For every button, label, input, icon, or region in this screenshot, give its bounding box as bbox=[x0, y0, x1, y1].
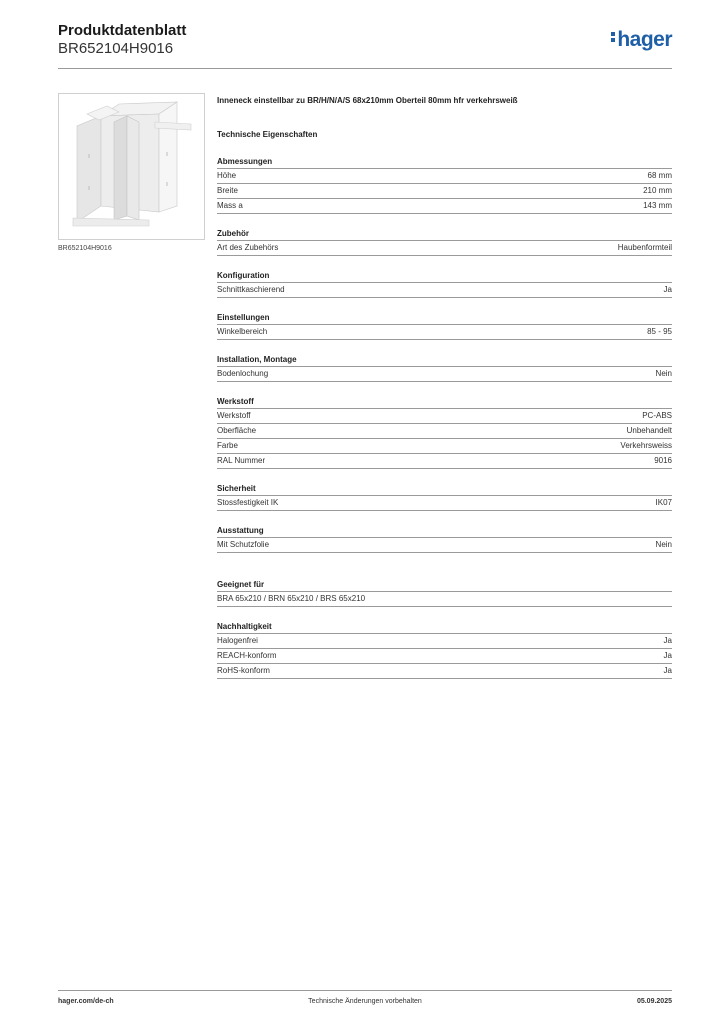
product-image-icon bbox=[59, 94, 204, 239]
property-row bbox=[217, 439, 672, 454]
property-row bbox=[217, 424, 672, 439]
property-row bbox=[217, 325, 672, 340]
property-row bbox=[217, 199, 672, 214]
property-label: Schnittkaschierend bbox=[217, 285, 285, 294]
sustainability-rows bbox=[217, 634, 672, 679]
property-value: PC-ABS bbox=[642, 411, 672, 420]
footer-divider bbox=[58, 990, 672, 991]
property-label: Halogenfrei bbox=[217, 636, 258, 645]
property-sections bbox=[217, 156, 672, 553]
image-caption: BR652104H9016 bbox=[58, 245, 112, 252]
suitable-for-text: BRA 65x210 / BRN 65x210 / BRS 65x210 bbox=[217, 592, 672, 607]
section-title: Installation, Montage bbox=[217, 354, 672, 367]
logo-text: hager bbox=[617, 28, 672, 51]
property-row bbox=[217, 169, 672, 184]
property-section bbox=[217, 228, 672, 256]
property-value: Ja bbox=[663, 666, 672, 675]
property-section bbox=[217, 156, 672, 214]
property-value: Nein bbox=[655, 369, 672, 378]
page-header bbox=[58, 22, 672, 70]
footer-website-link[interactable]: hager.com/de-ch bbox=[58, 998, 114, 1005]
property-label: Mass a bbox=[217, 201, 243, 210]
section-title: Sicherheit bbox=[217, 483, 672, 496]
section-title: Zubehör bbox=[217, 228, 672, 241]
property-label: Mit Schutzfolie bbox=[217, 540, 270, 549]
property-section bbox=[217, 483, 672, 511]
section-title: Einstellungen bbox=[217, 312, 672, 325]
product-code: BR652104H9016 bbox=[58, 40, 174, 57]
section-title: Ausstattung bbox=[217, 525, 672, 538]
property-label: Breite bbox=[217, 186, 238, 195]
property-section bbox=[217, 396, 672, 469]
product-name: Inneneck einstellbar zu BR/H/N/A/S 68x210mm Oberteil 80mm hfr verkehrsweiß bbox=[217, 96, 518, 105]
product-image bbox=[58, 93, 205, 240]
property-label: Winkelbereich bbox=[217, 327, 268, 336]
property-row bbox=[217, 283, 672, 298]
property-section bbox=[217, 525, 672, 553]
property-label: Höhe bbox=[217, 171, 237, 180]
property-section bbox=[217, 354, 672, 382]
property-row bbox=[217, 454, 672, 469]
property-value: IK07 bbox=[655, 498, 672, 507]
property-label: Stossfestigkeit IK bbox=[217, 498, 279, 507]
property-row bbox=[217, 184, 672, 199]
property-label: Bodenlochung bbox=[217, 369, 269, 378]
property-value: 210 mm bbox=[643, 186, 672, 195]
property-section bbox=[217, 270, 672, 298]
property-row bbox=[217, 538, 672, 553]
property-value: Ja bbox=[663, 651, 672, 660]
section-title: Werkstoff bbox=[217, 396, 672, 409]
sustainability-section bbox=[217, 621, 672, 679]
property-row bbox=[217, 241, 672, 256]
property-label: Oberfläche bbox=[217, 426, 257, 435]
logo-dots-icon bbox=[611, 30, 615, 44]
footer-date: 05.09.2025 bbox=[636, 998, 672, 1005]
document-title: Produktdatenblatt bbox=[58, 22, 187, 39]
section-title: Konfiguration bbox=[217, 270, 672, 283]
section-title: Nachhaltigkeit bbox=[217, 621, 672, 634]
property-label: RoHS-konform bbox=[217, 666, 270, 675]
header-divider bbox=[58, 68, 672, 69]
technical-properties-heading: Technische Eigenschaften bbox=[217, 130, 318, 139]
property-row bbox=[217, 649, 672, 664]
property-value: Nein bbox=[655, 540, 672, 549]
property-value: Ja bbox=[663, 285, 672, 294]
property-label: Werkstoff bbox=[217, 411, 251, 420]
property-label: REACH-konform bbox=[217, 651, 277, 660]
section-title: Geeignet für bbox=[217, 579, 672, 592]
property-value: Ja bbox=[663, 636, 672, 645]
property-row bbox=[217, 496, 672, 511]
property-row bbox=[217, 367, 672, 382]
product-content bbox=[217, 96, 672, 679]
footer-notice: Technische Änderungen vorbehalten bbox=[308, 998, 422, 1005]
property-value: Verkehrsweiss bbox=[620, 441, 672, 450]
property-value: 9016 bbox=[654, 456, 672, 465]
property-label: Art des Zubehörs bbox=[217, 243, 279, 252]
property-label: RAL Nummer bbox=[217, 456, 266, 465]
property-value: Haubenformteil bbox=[617, 243, 672, 252]
suitable-for-section bbox=[217, 579, 672, 607]
property-label: Farbe bbox=[217, 441, 238, 450]
section-title: Abmessungen bbox=[217, 156, 672, 169]
property-value: Unbehandelt bbox=[626, 426, 672, 435]
property-value: 143 mm bbox=[643, 201, 672, 210]
property-value: 68 mm bbox=[647, 171, 672, 180]
property-section bbox=[217, 312, 672, 340]
hager-logo bbox=[611, 28, 672, 52]
property-row bbox=[217, 409, 672, 424]
property-value: 85 - 95 bbox=[647, 327, 672, 336]
property-row bbox=[217, 634, 672, 649]
property-row bbox=[217, 664, 672, 679]
